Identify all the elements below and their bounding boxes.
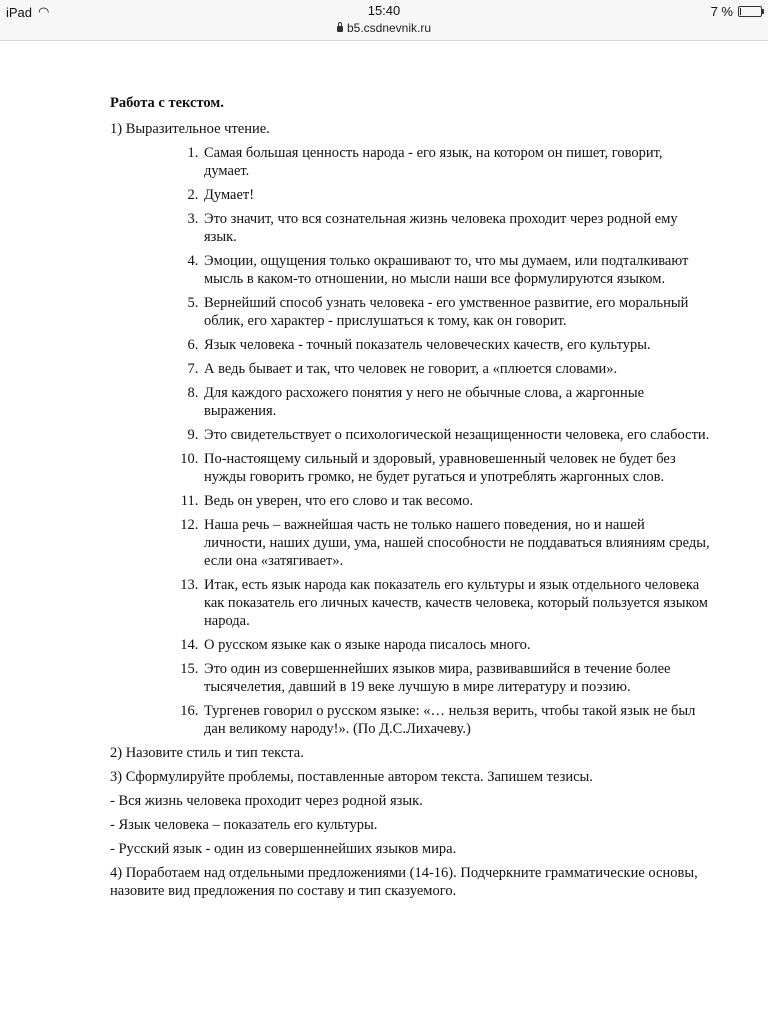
sentence-item: 1. Самая большая ценность народа - его язык, на котором он пишет, говорит, думает. <box>202 144 710 180</box>
lock-icon <box>337 26 343 32</box>
sentence-item: 13. Итак, есть язык народа как показатель его культуры и язык отдельного человека как показатель его личных качеств, качеств человека, который пользуется языком народа. <box>202 576 710 630</box>
sentence-list <box>110 144 710 738</box>
task-4: 4) Поработаем над отдельными предложениями (14-16). Подчеркните грамматические основы, назовите вид предложения по составу и тип сказуемого. <box>110 865 698 899</box>
sentence-item: 9. Это свидетельствует о психологической незащищенности человека, его слабости. <box>202 426 710 444</box>
sentence-item: 15. Это один из совершеннейших языков мира, развивавшийся в течение более тысячелетия, давший в 19 веке лучшую в мире литературу и поэзию. <box>202 660 710 696</box>
task-1: 1) Выразительное чтение. <box>110 121 270 137</box>
thesis-1: - Вся жизнь человека проходит через родной язык. <box>110 793 423 809</box>
sentence-item: 6. Язык человека - точный показатель человеческих качеств, его культуры. <box>202 336 710 354</box>
status-time: 15:40 <box>367 3 401 18</box>
sentence-item: 4. Эмоции, ощущения только окрашивают то, что мы думаем, или подталкивают мысль в каком-то отношении, но мысли наши все формулируются языком. <box>202 252 710 288</box>
task-2: 2) Назовите стиль и тип текста. <box>110 745 304 761</box>
sentence-item: 5. Вернейший способ узнать человека - его умственное развитие, его моральный облик, его характер - прислушаться к тому, как он говорит. <box>202 294 710 330</box>
sentence-item: 12. Наша речь – важнейшая часть не только нашего поведения, но и нашей личности, наших души, ума, нашей способности не поддаваться влияниям среды, если она «затягивает». <box>202 516 710 570</box>
address-bar[interactable] <box>0 21 768 35</box>
status-bar <box>0 0 768 41</box>
document-content <box>110 94 710 906</box>
sentence-item: 2. Думает! <box>202 186 710 204</box>
task-3: 3) Сформулируйте проблемы, поставленные автором текста. Запишем тезисы. <box>110 769 593 785</box>
sentence-item: 14. О русском языке как о языке народа писалось много. <box>202 636 710 654</box>
wifi-icon: ◠ <box>38 4 50 19</box>
thesis-3: - Русский язык - один из совершеннейших языков мира. <box>110 841 457 857</box>
sentence-item: 7. А ведь бывает и так, что человек не говорит, а «плюется словами». <box>202 360 710 378</box>
sentence-item: 11. Ведь он уверен, что его слово и так весомо. <box>202 492 710 510</box>
thesis-2: - Язык человека – показатель его культуры. <box>110 817 378 833</box>
sentence-item: 10. По-настоящему сильный и здоровый, уравновешенный человек не будет без нужды говорить громко, не будет ругаться и употреблять жаргонных слов. <box>202 450 710 486</box>
device-name: iPad <box>6 4 33 20</box>
status-right <box>711 4 762 19</box>
sentence-item: 16. Тургенев говорил о русском языке: «… нельзя верить, чтобы такой язык не был дан великому народу!». (По Д.С.Лихачеву.) <box>202 702 710 738</box>
battery-icon <box>738 6 762 17</box>
url-text[interactable]: b5.csdnevnik.ru <box>346 21 432 35</box>
battery-percent: 7 % <box>710 4 733 19</box>
sentence-item: 3. Это значит, что вся сознательная жизнь человека проходит через родной ему язык. <box>202 210 710 246</box>
battery-fill <box>740 8 741 15</box>
sentence-item: 8. Для каждого расхожего понятия у него не обычные слова, а жаргонные выражения. <box>202 384 710 420</box>
document-heading: Работа с текстом. <box>110 95 224 111</box>
